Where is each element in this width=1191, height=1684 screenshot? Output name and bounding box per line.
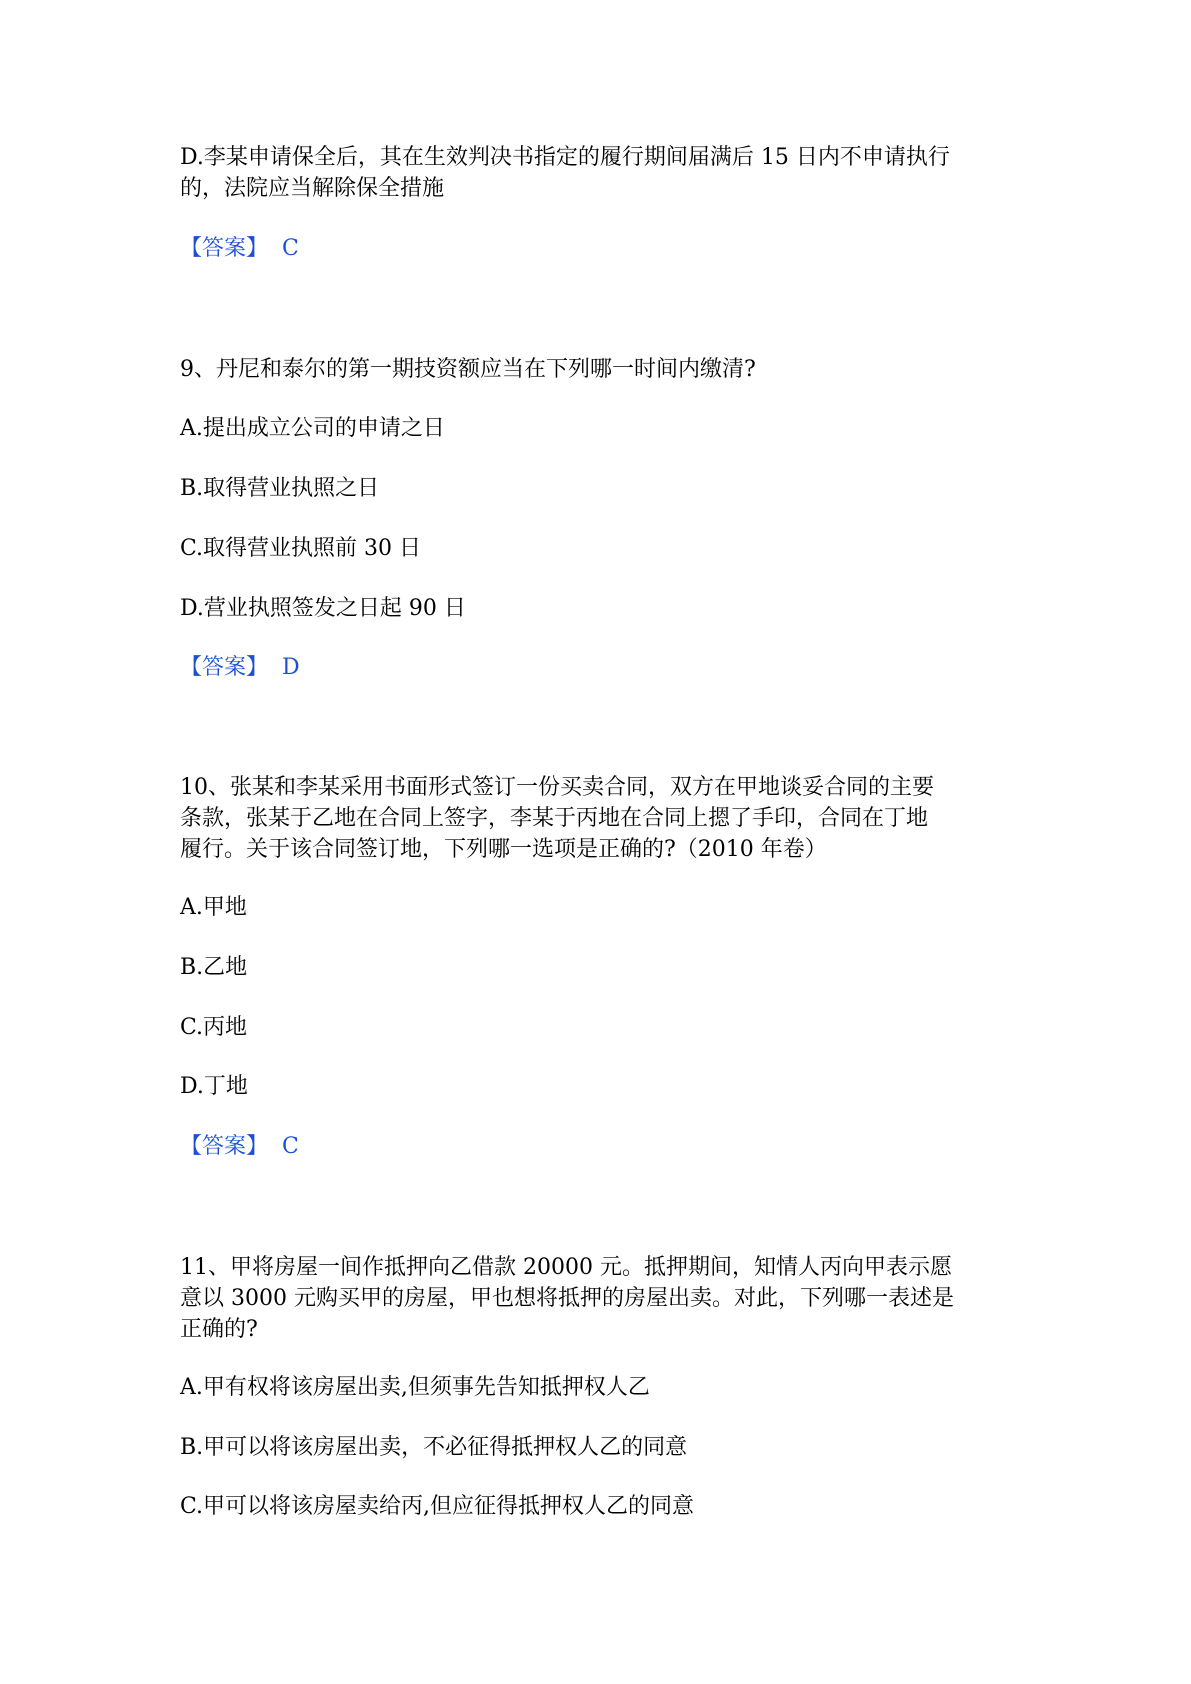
question-10-line2: 条款，张某于乙地在合同上签字，李某于丙地在合同上摁了手印，合同在丁地 (180, 806, 929, 831)
answer-label: 【答案】 (180, 1134, 269, 1159)
q9-answer-line (180, 653, 1020, 683)
answer-label: 【答案】 (180, 236, 269, 261)
q10-option-d: D.丁地 (180, 1074, 248, 1099)
answer-value: C (282, 236, 299, 261)
question-9: 9、丹尼和泰尔的第一期技资额应当在下列哪一时间内缴清? (180, 357, 756, 382)
q9-option-d: D.营业执照签发之日起 90 日 (180, 596, 466, 621)
answer-label: 【答案】 (180, 655, 269, 680)
answer-value: D (282, 655, 300, 680)
question-11-line2: 意以 3000 元购买甲的房屋，甲也想将抵押的房屋出卖。对此，下列哪一表述是 (180, 1286, 954, 1311)
question-10-line3: 履行。关于该合同签订地，下列哪一选项是正确的?（2010 年卷） (180, 837, 827, 862)
question-11-line3: 正确的? (180, 1317, 258, 1342)
q10-option-b: B.乙地 (180, 955, 248, 980)
q10-answer-line (180, 1132, 1020, 1162)
q9-option-a: A.提出成立公司的申请之日 (180, 416, 445, 441)
q9-option-c: C.取得营业执照前 30 日 (180, 536, 422, 561)
q10-option-a: A.甲地 (180, 895, 247, 920)
q9-option-b: B.取得营业执照之日 (180, 476, 380, 501)
q11-option-a: A.甲有权将该房屋出卖,但须事先告知抵押权人乙 (180, 1375, 650, 1400)
q10-option-c: C.丙地 (180, 1015, 248, 1040)
option-d: D.李某申请保全后，其在生效判决书指定的履行期间届满后 15 日内不申请执行 (180, 145, 950, 170)
question-11-line1: 11、甲将房屋一间作抵押向乙借款 20000 元。抵押期间，知情人丙向甲表示愿 (180, 1255, 952, 1280)
answer-line (180, 234, 1020, 264)
answer-value: C (282, 1134, 299, 1159)
question-10-line1: 10、张某和李某采用书面形式签订一份买卖合同，双方在甲地谈妥合同的主要 (180, 775, 934, 800)
q11-option-c: C.甲可以将该房屋卖给丙,但应征得抵押权人乙的同意 (180, 1494, 695, 1519)
q11-option-b: B.甲可以将该房屋出卖，不必征得抵押权人乙的同意 (180, 1435, 688, 1460)
option-d-cont: 的，法院应当解除保全措施 (180, 176, 445, 201)
